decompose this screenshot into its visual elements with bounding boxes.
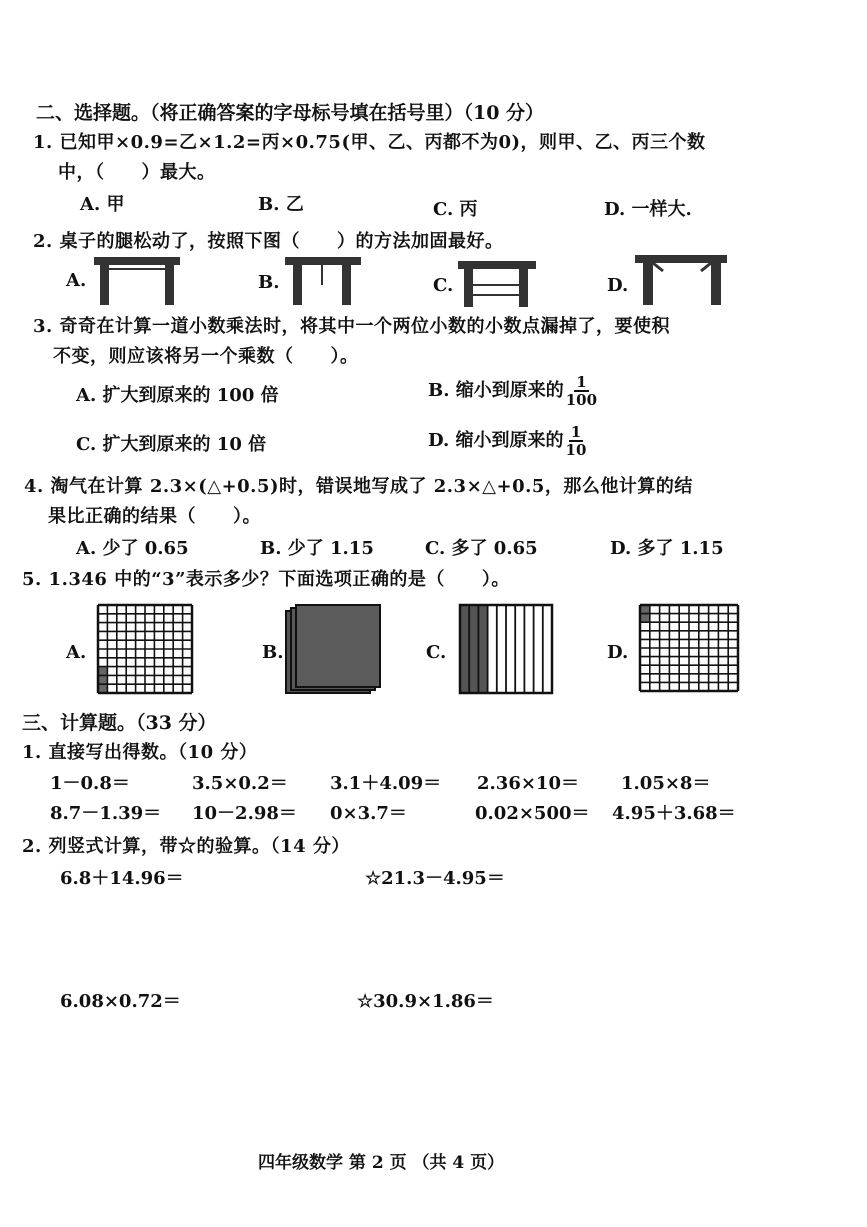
q4-option-b: B. 少了 1.15 (260, 538, 374, 559)
section3-p2-title: 2. 列竖式计算，带☆的验算。（14 分） (22, 836, 350, 857)
q2-option-d-label: D. (607, 275, 629, 296)
calc-2-5: 4.95＋3.68＝ (612, 803, 736, 824)
hundred-grid-a (96, 603, 194, 695)
q2-option-a-label: A. (66, 270, 87, 291)
q1-option-a: A. 甲 (80, 194, 125, 215)
q4-option-c: C. 多了 0.65 (425, 538, 538, 559)
stacked-squares-b (284, 603, 384, 695)
calc-2-3: 0×3.7＝ (330, 803, 407, 824)
vertical-calc-1: 6.8＋14.96＝ (60, 868, 184, 889)
page-footer: 四年级数学 第 2 页 （共 4 页） (258, 1153, 505, 1173)
q2-text: 2. 桌子的腿松动了，按照下图（ ）的方法加固最好。 (33, 231, 504, 252)
q2-option-c-label: C. (433, 275, 454, 296)
q4-option-d: D. 多了 1.15 (610, 538, 724, 559)
vertical-calc-2: ☆21.3－4.95＝ (365, 868, 505, 889)
hundred-grid-d (638, 603, 740, 693)
q5-text: 5. 1.346 中的“3”表示多少？下面选项正确的是（ ）。 (22, 569, 510, 590)
q5-option-b-label: B. (262, 642, 284, 663)
q1-option-b: B. 乙 (258, 194, 304, 215)
calc-1-4: 2.36×10＝ (477, 773, 579, 794)
q3-option-c: C. 扩大到原来的 10 倍 (76, 434, 267, 455)
table-figure-b (283, 255, 363, 307)
q4-option-a: A. 少了 0.65 (76, 538, 189, 559)
vertical-calc-4: ☆30.9×1.86＝ (357, 991, 494, 1012)
q3-option-a: A. 扩大到原来的 100 倍 (76, 385, 279, 406)
q3-option-d: D. 缩小到原来的 $\frac{1}{10}$ (428, 423, 587, 459)
tenth-strips-c (458, 603, 554, 695)
vertical-calc-3: 6.08×0.72＝ (60, 991, 181, 1012)
q3-line1: 3. 奇奇在计算一道小数乘法时，将其中一个两位小数的小数点漏掉了，要使积 (33, 316, 671, 337)
q3-option-b: B. 缩小到原来的 $\frac{1}{100}$ (428, 373, 598, 409)
calc-1-5: 1.05×8＝ (621, 773, 711, 794)
calc-2-1: 8.7－1.39＝ (50, 803, 162, 824)
section3-title: 三、计算题。（33 分） (22, 712, 217, 734)
calc-1-3: 3.1＋4.09＝ (330, 773, 442, 794)
q2-option-b-label: B. (258, 272, 280, 293)
q1-option-c: C. 丙 (433, 199, 478, 220)
calc-1-1: 1－0.8＝ (50, 773, 130, 794)
table-figure-c (456, 259, 538, 309)
section3-p1-title: 1. 直接写出得数。（10 分） (22, 742, 258, 763)
calc-2-2: 10－2.98＝ (192, 803, 297, 824)
q3-line2: 不变，则应该将另一个乘数（ ）。 (53, 346, 359, 367)
section2-title: 二、选择题。（将正确答案的字母标号填在括号里）（10 分） (36, 102, 545, 124)
q1-option-d: D. 一样大. (604, 199, 692, 220)
q4-line2: 果比正确的结果（ ）。 (48, 506, 261, 527)
table-figure-d (633, 253, 729, 307)
q1-line1: 1. 已知甲×0.9=乙×1.2=丙×0.75(甲、乙、丙都不为0)，则甲、乙、丙三个数 (33, 132, 706, 153)
calc-1-2: 3.5×0.2＝ (192, 773, 288, 794)
q5-option-c-label: C. (426, 642, 447, 663)
q5-option-a-label: A. (66, 642, 87, 663)
calc-2-4: 0.02×500＝ (475, 803, 590, 824)
q1-line2: 中，（ ）最大。 (58, 162, 216, 183)
q4-line1: 4. 淘气在计算 2.3×(△+0.5)时，错误地写成了 2.3×△+0.5，那么他计算的结 (24, 476, 693, 497)
table-figure-a (92, 255, 182, 307)
q5-option-d-label: D. (607, 642, 629, 663)
